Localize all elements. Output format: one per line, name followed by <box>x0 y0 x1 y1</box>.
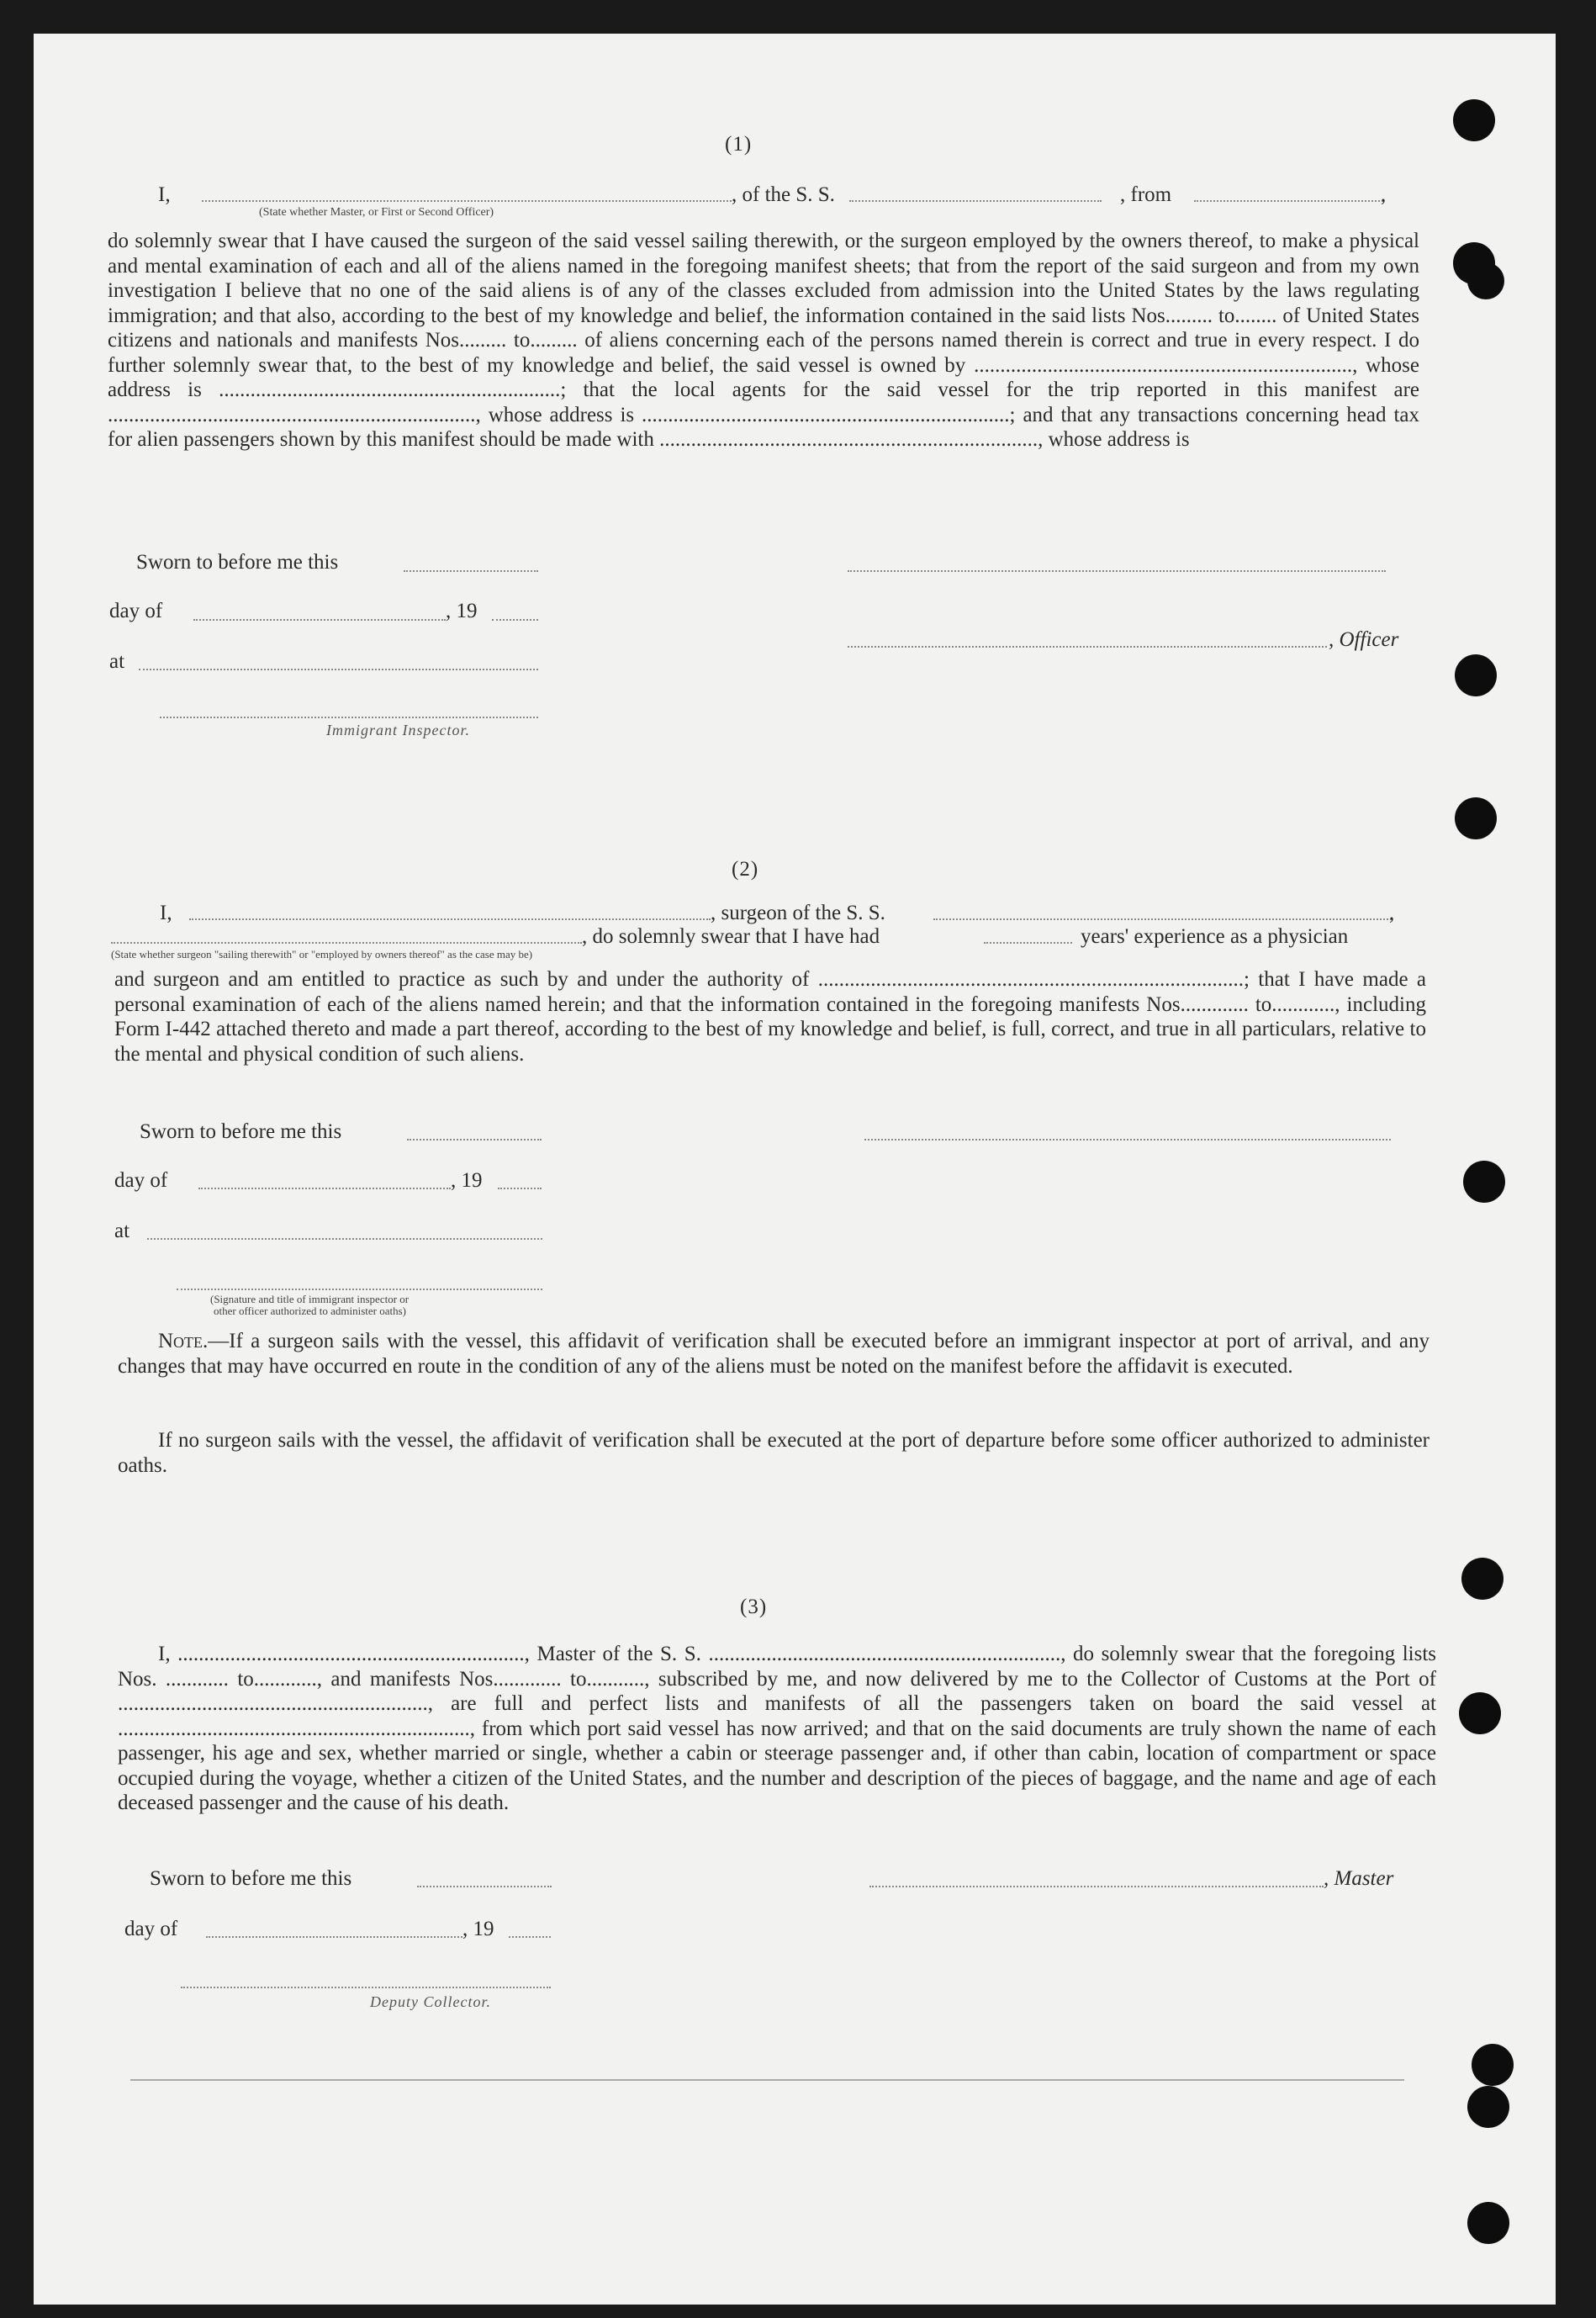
punch-hole-7 <box>1461 1558 1504 1600</box>
surgeon-of-ss-label: , surgeon of the S. S. <box>711 902 885 924</box>
surgeon-note: (State whether surgeon "sailing therewith" or "employed by owners thereof" as the case may be) <box>111 948 533 961</box>
section-2-sworn: Sworn to before me this <box>140 1120 342 1143</box>
section-1-day-of: day of <box>109 600 163 622</box>
section-1-year: , 19 <box>446 600 478 622</box>
of-the-ss-label: , of the S. S. <box>732 183 835 206</box>
punch-hole-8 <box>1459 1692 1501 1734</box>
section-1-sworn: Sworn to before me this <box>136 551 339 574</box>
deputy-collector-label: Deputy Collector. <box>370 1993 491 2010</box>
section-2-year-blank <box>498 1188 542 1189</box>
section-2-day-blank <box>198 1188 451 1189</box>
punch-hole-6 <box>1463 1161 1505 1203</box>
section-2-i: I, <box>160 902 172 924</box>
section-1-number: (1) <box>725 133 753 156</box>
section-2-sworn-blank <box>407 1139 542 1140</box>
punch-hole-5 <box>1455 797 1497 839</box>
line1-comma: , <box>1381 183 1387 206</box>
punch-hole-11 <box>1467 2202 1509 2244</box>
section-1-day-blank <box>193 619 446 621</box>
signature-note-1: (Signature and title of immigrant inspector or <box>210 1293 410 1305</box>
section-2-at-blank <box>147 1238 542 1240</box>
section-1-inspector-blank <box>160 717 538 718</box>
master-label: , Master <box>1324 1867 1394 1890</box>
section-2-at: at <box>114 1220 130 1242</box>
immigrant-inspector-label: Immigrant Inspector. <box>326 722 470 738</box>
note-label: Note. <box>158 1330 209 1352</box>
punch-hole-3 <box>1467 262 1504 299</box>
master-name-blank <box>202 200 732 202</box>
section-1-at: at <box>109 650 125 673</box>
punch-hole-9 <box>1472 2044 1514 2086</box>
note-text: —If a surgeon sails with the vessel, this affidavit of verification shall be executed before an immigrant inspector at port of arrival, and any changes that may have occurred en route in the condition of any of the aliens must be noted on the manifest before the affidavit is executed. <box>118 1330 1430 1378</box>
section-3-day-blank <box>206 1936 462 1938</box>
signature-note-2: other officer authorized to administer oaths) <box>214 1305 406 1317</box>
swear-label: , do solemnly swear that I have had <box>582 925 880 948</box>
surgeon-note-paragraph <box>118 1329 1430 1379</box>
section-1-officer-signature-2 <box>848 646 1327 648</box>
section-2-oath: and surgeon and am entitled to practice as such by and under the authority of .................................................................................; that I have made a personal examination of each of the aliens named herein; and that the information contained in the foregoing manifests Nos............. to............, including Form I-442 attached thereto and made a part thereof, according to the best of my knowledge and belief, is full, correct, and true in all particulars, relative to the mental and physical condition of such aliens. <box>114 968 1426 1066</box>
section-2-year: , 19 <box>451 1169 483 1192</box>
no-surgeon-paragraph: If no surgeon sails with the vessel, the affidavit of verification shall be executed at the port of departure before some officer authorized to administer oaths. <box>118 1429 1430 1477</box>
section-1-officer-signature-1 <box>848 570 1386 572</box>
section-2-number: (2) <box>732 858 759 881</box>
punch-hole-1 <box>1453 99 1495 141</box>
section-3-sworn-blank <box>417 1886 552 1887</box>
surgeon-type-blank <box>111 942 582 944</box>
bottom-rule <box>130 2079 1404 2081</box>
years-blank <box>984 942 1072 944</box>
section-1-year-blank <box>492 619 538 621</box>
section-2-vessel-blank <box>933 918 1392 920</box>
section-1-oath: do solemnly swear that I have caused the surgeon of the said vessel sailing therewith, or the surgeon employed by the owners thereof, to make a physical and mental examination of each and all of the aliens named in the foregoing manifest sheets; that from the report of the said surgeon and from my own investigation I believe that no one of the said aliens is of any of the classes excluded from admission into the United States by the laws regulating immigration; and that also, according to the best of my knowledge and belief, the information contained in the said lists Nos......... to........ of United States citizens and nationals and manifests Nos......... to......... of aliens concerning each of the persons named therein is correct and true in every respect. I do further solemnly swear that, to the best of my knowledge and belief, the said vessel is owned by ........................................................................, whose address is .................................................................; that the local agents for the said vessel for the trip reported in this manifest are ......................................................................, whose address is ......................................................................; and that any transactions concerning head tax for alien passengers shown by this manifest should be made with ........................................................................, whose address is <box>108 230 1419 451</box>
section-3-day-of: day of <box>124 1918 178 1940</box>
section-3-year-blank <box>509 1936 551 1938</box>
from-port-blank <box>1194 200 1383 202</box>
master-signature-blank <box>869 1886 1324 1887</box>
section-3-sworn: Sworn to before me this <box>150 1867 352 1890</box>
section-3-year: , 19 <box>462 1918 494 1940</box>
vessel-name-blank <box>849 200 1102 202</box>
from-label: , from <box>1120 183 1172 206</box>
form-page <box>34 34 1556 2305</box>
collector-signature-blank <box>181 1987 551 1988</box>
punch-hole-10 <box>1467 2086 1509 2128</box>
section-3-oath: I, .................................................................., Master of the S. S. ..................................................................., do solemnly swear that the foregoing lists Nos. ............ to............, and manifests Nos............. to..........., subscribed by me, and now delivered by me to the Collector of Customs at the Port of ..........................................................., are full and perfect lists and manifests of all the passengers taken on board the said vessel at ..................................................................., from which port said vessel has now arrived; and that on the said documents are truly shown the name of each passenger, his age and sex, whether married or single, whether a cabin or steerage passenger and, if other than cabin, location of compartment or space occupied during the voyage, whether a citizen of the United States, and the number and description of the pieces of baggage, and the name and age of each deceased passenger and the cause of his death. <box>118 1643 1436 1814</box>
section-1-at-blank <box>139 669 538 670</box>
section-1-sworn-blank <box>404 570 538 572</box>
section-3-number: (3) <box>740 1596 768 1618</box>
section-1-i: I, <box>158 183 171 206</box>
master-note: (State whether Master, or First or Second Officer) <box>259 206 494 219</box>
years-experience-label: years' experience as a physician <box>1081 925 1349 948</box>
section-2-signature-blank <box>177 1289 542 1290</box>
surgeon-name-blank <box>189 918 711 920</box>
section-2-line1-comma: , <box>1389 902 1395 924</box>
surgeon-signature-blank <box>864 1139 1391 1140</box>
section-2-day-of: day of <box>114 1169 168 1192</box>
punch-hole-4 <box>1455 654 1497 696</box>
officer-label: , Officer <box>1329 628 1399 651</box>
